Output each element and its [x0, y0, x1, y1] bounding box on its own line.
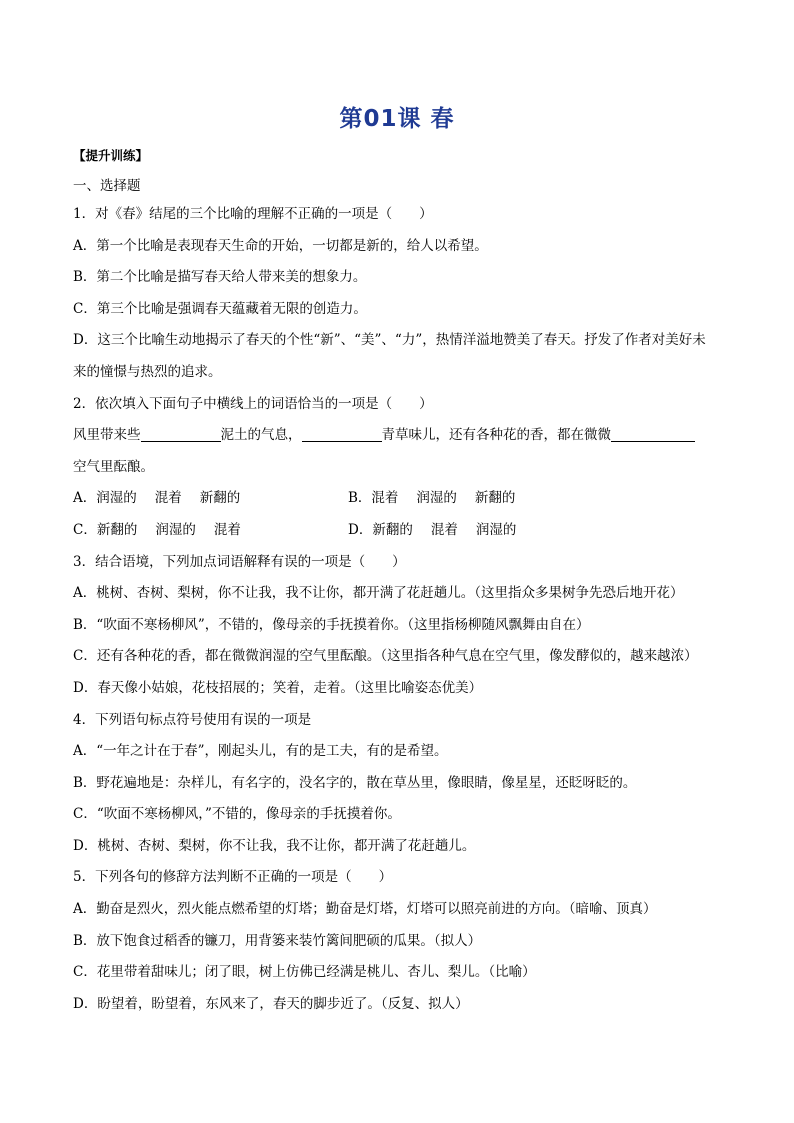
question-1-option-d-line1: D．这三个比喻生动地揭示了春天的个性“新”、“美”、“力”，热情洋溢地赞美了春天。抒发了作者对美好未 [73, 332, 706, 349]
option-c-word-1: C．新翻的 [73, 521, 138, 538]
question-4-option-d: D．桃树、杏树、梨树，你不让我，我不让你，都开满了花赶趟儿。 [73, 837, 476, 854]
document-body [73, 143, 733, 1020]
question-5-option-b: B．放下饱食过稻香的镰刀，用背篓来装竹篱间肥硕的瓜果。（拟人） [73, 932, 482, 949]
sentence-part-1: 风里带来些 [73, 427, 141, 444]
question-4-option-c: C．“吹面不寒杨柳风，”不错的，像母亲的手抚摸着你。 [73, 806, 401, 823]
option-c-word-3: 混着 [213, 521, 241, 538]
option-a-word-3: 新翻的 [199, 490, 241, 507]
fill-blank-1 [141, 423, 221, 442]
fill-blank-3 [611, 423, 695, 442]
question-3-option-b: B．“吹面不寒杨柳风”，不错的，像母亲的手抚摸着你。（这里指杨柳随风飘舞由自在） [73, 616, 590, 633]
option-a-word-1: A．润湿的 [73, 490, 137, 507]
question-5-option-a: A．勤奋是烈火，烈火能点燃希望的灯塔；勤奋是灯塔，灯塔可以照亮前进的方向。（暗喻、顶真） [73, 901, 657, 918]
option-d-word-2: 混着 [430, 521, 458, 538]
question-3-option-c: C．还有各种花的香，都在微微润湿的空气里酝酿。（这里指各种气息在空气里，像发酵似的，越来越浓） [73, 648, 698, 665]
question-3-option-a: A．桃树、杏树、梨树，你不让我，我不让你，都开满了花赶趟儿。（这里指众多果树争先恐后地开花） [73, 585, 684, 602]
question-3-option-d: D．春天像小姑娘，花枝招展的；笑着，走着。（这里比喻姿态优美） [73, 679, 483, 696]
fill-blank-2 [302, 423, 382, 442]
question-1-stem: 1．对《春》结尾的三个比喻的理解不正确的一项是（ ） [73, 206, 433, 222]
question-1-option-d-line2: 来的憧憬与热烈的追求。 [73, 363, 222, 380]
sentence-part-2: 泥土的气息， [220, 427, 302, 444]
question-4-option-b: B．野花遍地是：杂样儿，有名字的，没名字的，散在草丛里，像眼睛，像星星，还眨呀眨的。 [73, 774, 637, 791]
option-a-word-2: 混着 [154, 490, 182, 507]
question-1-option-c: C．第三个比喻是强调春天蕴藏着无限的创造力。 [73, 300, 367, 317]
option-c-word-2: 润湿的 [155, 521, 196, 538]
question-2-stem: 2．依次填入下面句子中横线上的词语恰当的一项是（ ） [73, 395, 433, 412]
option-d-word-3: 润湿的 [475, 521, 517, 538]
question-5-option-d: D．盼望着，盼望着，东风来了，春天的脚步近了。（反复、拟人） [73, 995, 469, 1012]
question-4-option-a: A．“一年之计在于春”，刚起头儿，有的是工夫，有的是希望。 [73, 743, 448, 760]
question-3-stem: 3．结合语境，下列加点词语解释有误的一项是（ ） [73, 553, 406, 570]
question-2-option-a [73, 483, 240, 515]
part-heading: 一、选择题 [73, 178, 141, 194]
question-2-sentence-end: 空气里酝酿。 [73, 458, 154, 475]
option-d-word-1: D．新翻的 [348, 521, 413, 538]
question-2-option-b [348, 483, 515, 515]
question-2-options-row-2 [73, 515, 733, 547]
option-b-word-2: 润湿的 [416, 490, 457, 507]
question-5-stem: 5．下列各句的修辞方法判断不正确的一项是（ ） [73, 869, 393, 886]
question-2-option-d [348, 515, 516, 547]
page-title: 第01课 春 [339, 106, 455, 132]
question-1-option-a: A．第一个比喻是表现春天生命的开始，一切都是新的，给人以希望。 [73, 237, 488, 254]
option-b-word-1: B．混着 [348, 490, 399, 507]
section-label: 【提升训练】 [73, 148, 149, 163]
sentence-part-3: 青草味儿，还有各种花的香，都在微微 [381, 427, 611, 444]
question-2-sentence [73, 420, 733, 452]
question-1-option-b: B．第二个比喻是描写春天给人带来美的想象力。 [73, 269, 367, 286]
question-2-option-c [73, 515, 241, 547]
question-2-options-row-1 [73, 483, 733, 515]
question-4-stem: 4．下列语句标点符号使用有误的一项是 [73, 711, 312, 728]
option-b-word-3: 新翻的 [474, 490, 516, 507]
question-5-option-c: C．花里带着甜味儿；闭了眼，树上仿佛已经满是桃儿、杏儿、梨儿。（比喻） [73, 964, 536, 981]
